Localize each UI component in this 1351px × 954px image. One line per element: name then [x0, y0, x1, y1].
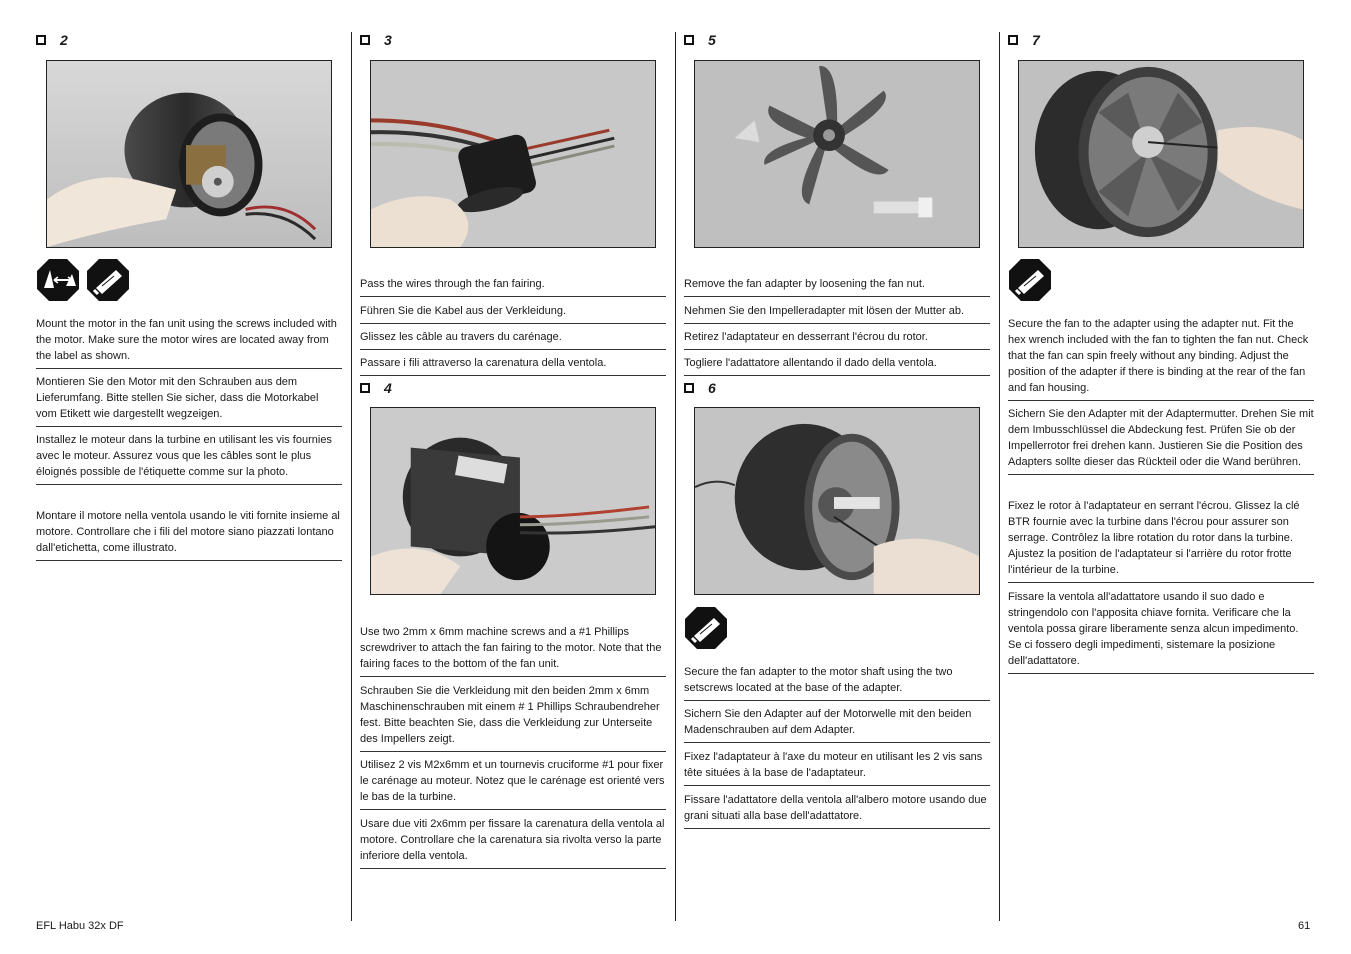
- instruction-fr: Utilisez 2 vis M2x6mm et un tournevis cruciforme #1 pour fixer le carénage au moteur. Notez que le carénage est orienté vers le bas de la turbine.: [360, 757, 666, 810]
- column-step-2: [36, 30, 342, 554]
- column-divider: [351, 32, 352, 921]
- instruction-it: Fissare la ventola all'adattatore usando il suo dado e stringendolo con l'apposita chiave fornita. Verificare che la ventola possa girare liberamente senza alcun impedimento. Se ci fossero degli impedimenti, sistemare la posizione dell'adattatore.: [1008, 589, 1314, 674]
- column-step-7: [1008, 30, 1314, 667]
- threadlock-tube-icon: [1008, 258, 1052, 302]
- instruction-it: Togliere l'adattatore allentando il dado della ventola.: [684, 355, 990, 376]
- step-header: [36, 30, 342, 50]
- instruction-en: Remove the fan adapter by loosening the fan nut.: [684, 276, 990, 297]
- instruction-fr: Glissez les câble au travers du carénage.: [360, 329, 666, 350]
- checkbox[interactable]: [684, 35, 694, 45]
- step-header: [360, 378, 392, 398]
- step-number: 5: [708, 32, 716, 48]
- instruction-en: Mount the motor in the fan unit using the screws included with the motor. Make sure the motor wires are located away from the label as shown.: [36, 316, 342, 369]
- instruction-en: Pass the wires through the fan fairing.: [360, 276, 666, 297]
- instruction-de: Sichern Sie den Adapter auf der Motorwelle mit den beiden Madenschrauben auf dem Adapter.: [684, 706, 990, 743]
- photo-fan-secured: [1018, 60, 1304, 248]
- step-number: 7: [1032, 32, 1040, 48]
- instruction-de: Nehmen Sie den Impelleradapter mit lösen der Mutter ab.: [684, 303, 990, 324]
- page-number: 61: [1298, 920, 1311, 932]
- step-number: 2: [60, 32, 68, 48]
- instruction-fr: Retirez l'adaptateur en desserrant l'écrou du rotor.: [684, 329, 990, 350]
- instruction-de: Sichern Sie den Adapter mit der Adaptermutter. Drehen Sie mit dem Imbusschlüssel die Abdeckung fest. Prüfen Sie ob der Impellerrotor frei drehen kann. Justieren Sie die Position des Adapters sollte dieser das Rückteil oder die Wand berühren.: [1008, 406, 1314, 475]
- instruction-en: Secure the fan to the adapter using the adapter nut. Fit the hex wrench included with the fan to tighten the fan nut. Check that the fan can spin freely without any binding. Adjust the position of the adapter if there is binding at the rear of the fan and fan housing.: [1008, 316, 1314, 401]
- footer-title: EFL Habu 32x DF: [36, 920, 124, 932]
- instruction-fr: Fixez le rotor à l'adaptateur en serrant l'écrou. Glissez la clé BTR fournie avec la turbine dans l'écrou pour assurer son serrage. Contrôlez la libre rotation du rotor dans la turbine. Ajustez la position de l'adaptateur si l'arrière du rotor frotte l'intérieur de la turbine.: [1008, 498, 1314, 583]
- column-step-3-4: [360, 30, 666, 862]
- step-header: [684, 30, 990, 50]
- checkbox[interactable]: [36, 35, 46, 45]
- photo-motor-in-fan-unit: [46, 60, 332, 248]
- photo-fairing-attached: [370, 407, 656, 595]
- checkbox[interactable]: [360, 35, 370, 45]
- instruction-it: Passare i fili attraverso la carenatura della ventola.: [360, 355, 666, 376]
- instruction-it: Usare due viti 2x6mm per fissare la carenatura della ventola al motore. Controllare che la carenatura sia rivolta verso la parte inferiore della ventola.: [360, 816, 666, 869]
- instruction-it: Montare il motore nella ventola usando le viti fornite insieme al motore. Controllare che i fili del motore siano piazzati lontano dall'etichetta, come illustrato.: [36, 508, 342, 561]
- column-divider: [675, 32, 676, 921]
- wrench-distance-icon: [36, 258, 80, 302]
- instruction-fr: Fixez l'adaptateur à l'axe du moteur en utilisant les 2 vis sans tête situées à la base de l'adaptateur.: [684, 749, 990, 786]
- column-step-5-6: [684, 30, 990, 822]
- checkbox[interactable]: [360, 383, 370, 393]
- checkbox[interactable]: [1008, 35, 1018, 45]
- step-header: [684, 378, 716, 398]
- step-number: 6: [708, 380, 716, 396]
- step-number: 4: [384, 380, 392, 396]
- instruction-de: Führen Sie die Kabel aus der Verkleidung.: [360, 303, 666, 324]
- photo-wires-through-fairing: [370, 60, 656, 248]
- photo-adapter-on-shaft: [694, 407, 980, 595]
- threadlock-tube-icon: [86, 258, 130, 302]
- instruction-en: Use two 2mm x 6mm machine screws and a #1 Phillips screwdriver to attach the fan fairing to the motor. Note that the fairing faces to the bottom of the fan unit.: [360, 624, 666, 677]
- step-header: [360, 30, 666, 50]
- checkbox[interactable]: [684, 383, 694, 393]
- photo-fan-adapter-removed: [694, 60, 980, 248]
- instruction-fr: Installez le moteur dans la turbine en utilisant les vis fournies avec le moteur. Assurez vous que les câbles sont le plus éloignés possible de l'étiquette comme sur la photo.: [36, 432, 342, 485]
- step-header: [1008, 30, 1314, 50]
- threadlock-tube-icon: [684, 606, 728, 650]
- instruction-de: Montieren Sie den Motor mit den Schrauben aus dem Lieferumfang. Bitte stellen Sie sicher, dass die Motorkabel vom Etikett wie dargestellt wegzeigen.: [36, 374, 342, 427]
- instruction-de: Schrauben Sie die Verkleidung mit den beiden 2mm x 6mm Maschinenschrauben mit einem # 1 Phillips Schraubendreher fest. Bitte beachten Sie, dass die Verkleidung zur Unterseite des Impellers zeigt.: [360, 683, 666, 752]
- instruction-it: Fissare l'adattatore della ventola all'albero motore usando due grani situati alla base dell'adattatore.: [684, 792, 990, 829]
- column-divider: [999, 32, 1000, 921]
- instruction-en: Secure the fan adapter to the motor shaft using the two setscrews located at the base of the adapter.: [684, 664, 990, 701]
- step-number: 3: [384, 32, 392, 48]
